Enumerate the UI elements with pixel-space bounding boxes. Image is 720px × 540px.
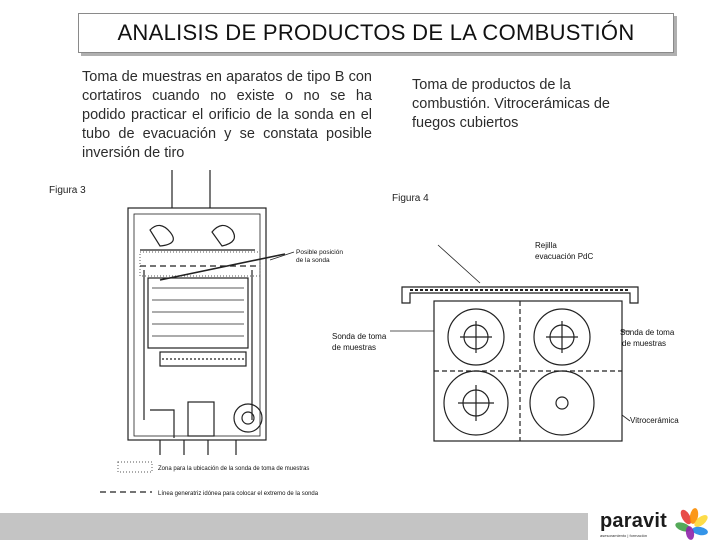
figure4-hob-diagram xyxy=(330,235,695,450)
probe-right-label-1: Sonda de toma xyxy=(620,328,675,337)
vitro-label: Vitrocerámica xyxy=(630,416,679,425)
probe-left-label-2: de muestras xyxy=(332,343,377,352)
legend-zone-text: Zona para la ubicación de la sonda de toma de muestras xyxy=(158,466,310,472)
probe-callout-1: Posible posición xyxy=(296,249,343,256)
bottom-bar xyxy=(0,513,588,540)
probe-right-label-2: de muestras xyxy=(622,339,667,348)
grille-label-1: Rejilla xyxy=(535,241,557,250)
figure4-label: Figura 4 xyxy=(392,193,429,204)
logo-tagline: asesoramiento | formación xyxy=(600,533,648,538)
legend-line-text: Línea generatriz idónea para colocar el extremo de la sonda xyxy=(158,491,319,497)
figure3-label: Figura 3 xyxy=(49,185,86,196)
probe-callout-2: de la sonda xyxy=(296,257,330,264)
grille-label-2: evacuación PdC xyxy=(535,252,594,261)
title-box xyxy=(78,13,674,53)
page-title: ANALISIS DE PRODUCTOS DE LA COMBUSTIÓN xyxy=(117,20,635,45)
logo-name: paravit xyxy=(600,510,667,532)
paravit-logo xyxy=(596,508,716,540)
figure4-description: Toma de productos de la combustión. Vitrocerámicas de fuegos cubiertos xyxy=(412,77,610,131)
figure3-description: Toma de muestras en aparatos de tipo B con cortatiros cuando no existe o no se ha podido practicar el orificio de la sonda en el tubo de evacuación y se constata posible inversión de tiro xyxy=(82,69,372,161)
flower-logo-icon xyxy=(674,508,710,540)
probe-left-label-1: Sonda de toma xyxy=(332,332,387,341)
